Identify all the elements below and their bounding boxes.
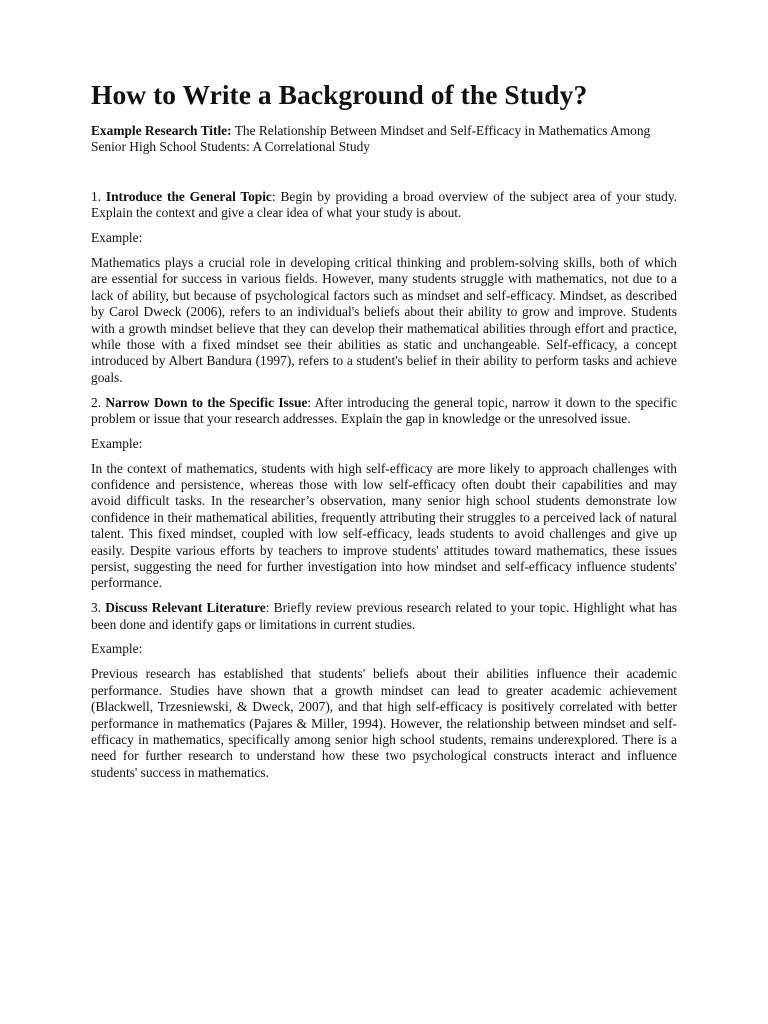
page-title: How to Write a Background of the Study? — [91, 79, 588, 110]
example-label: Example: — [91, 230, 143, 246]
research-title-text: The Relationship Between Mindset and Self-Efficacy in Mathematics Among Senior High School Students: A Correlational Study — [91, 123, 651, 154]
example-text: Mathematics plays a crucial role in developing critical thinking and problem-solving skills, both of which are essential for success in various fields. However, many students struggle with mathematics, not due to a lack of ability, but because of psychological factors such as mindset and self-efficacy. Mindset, as described by Carol Dweck (2006), refers to an individual's beliefs about their ability to grow and improve. Students with a growth mindset believe that they can develop their mathematical abilities through effort and practice, while those with a fixed mindset see their abilities as static and unchangeable. Self-efficacy, a concept introduced by Albert Bandura (1997), refers to a student's belief in their ability to perform tasks and achieve goals. — [91, 255, 677, 385]
example-label: Example: — [91, 641, 143, 657]
section-heading: Narrow Down to the Specific Issue — [105, 394, 308, 410]
section-number: 1. — [91, 189, 106, 204]
section-instruction-text: : After introducing the general topic, narrow it down to the specific problem or issue that your research addresses. Explain the gap in knowledge or the unresolved issue. — [91, 394, 677, 427]
research-title — [91, 123, 677, 155]
section-introduce-general-topic — [91, 189, 677, 386]
section-number: 2. — [91, 394, 106, 410]
section-instruction-text: : Briefly review previous research related to your topic. Highlight what has been done and identify gaps or limitations in current studies. — [91, 600, 678, 632]
document-page — [91, 78, 677, 790]
section-instruction — [91, 395, 677, 428]
section-instruction-text: : Begin by providing a broad overview of the subject area of your study. Explain the context and give a clear idea of what your study is about. — [91, 189, 677, 221]
example-text: In the context of mathematics, students with high self-efficacy are more likely to approach challenges with confidence and persistence, whereas those with low self-efficacy often doubt their capabilities and may avoid difficult tasks. In the researcher’s observation, many senior high school students demonstrate low confidence in their mathematical abilities, frequently attributing their struggles to a perceived lack of natural talent. This fixed mindset, coupled with low self-efficacy, leads students to avoid challenges and give up easily. Despite various efforts by teachers to improve students' attitudes toward mathematics, these issues persist, suggesting the need for further investigation into how mindset and self-efficacy influence students' performance. — [91, 460, 677, 591]
section-heading: Discuss Relevant Literature — [105, 600, 266, 616]
research-title-label: Example Research Title: — [91, 123, 232, 138]
section-number: 3. — [91, 600, 106, 616]
example-label: Example: — [91, 435, 143, 451]
sections — [91, 189, 677, 781]
section-heading: Introduce the General Topic — [105, 189, 272, 204]
section-narrow-down-issue — [91, 395, 677, 592]
section-instruction — [91, 600, 677, 633]
section-discuss-literature — [91, 600, 677, 781]
section-instruction — [91, 189, 677, 222]
example-text: Previous research has established that students' beliefs about their abilities influence their academic performance. Studies have shown that a growth mindset can lead to greater academic achievement (Blackwell, Trzesniewski, & Dweck, 2007), and that high self-efficacy is positively correlated with better performance in mathematics (Pajares & Miller, 1994). However, the relationship between mindset and self-efficacy in mathematics, specifically among senior high school students, remains underexplored. There is a need for further research to understand how these two psychological constructs interact and influence students' success in mathematics. — [91, 666, 677, 780]
